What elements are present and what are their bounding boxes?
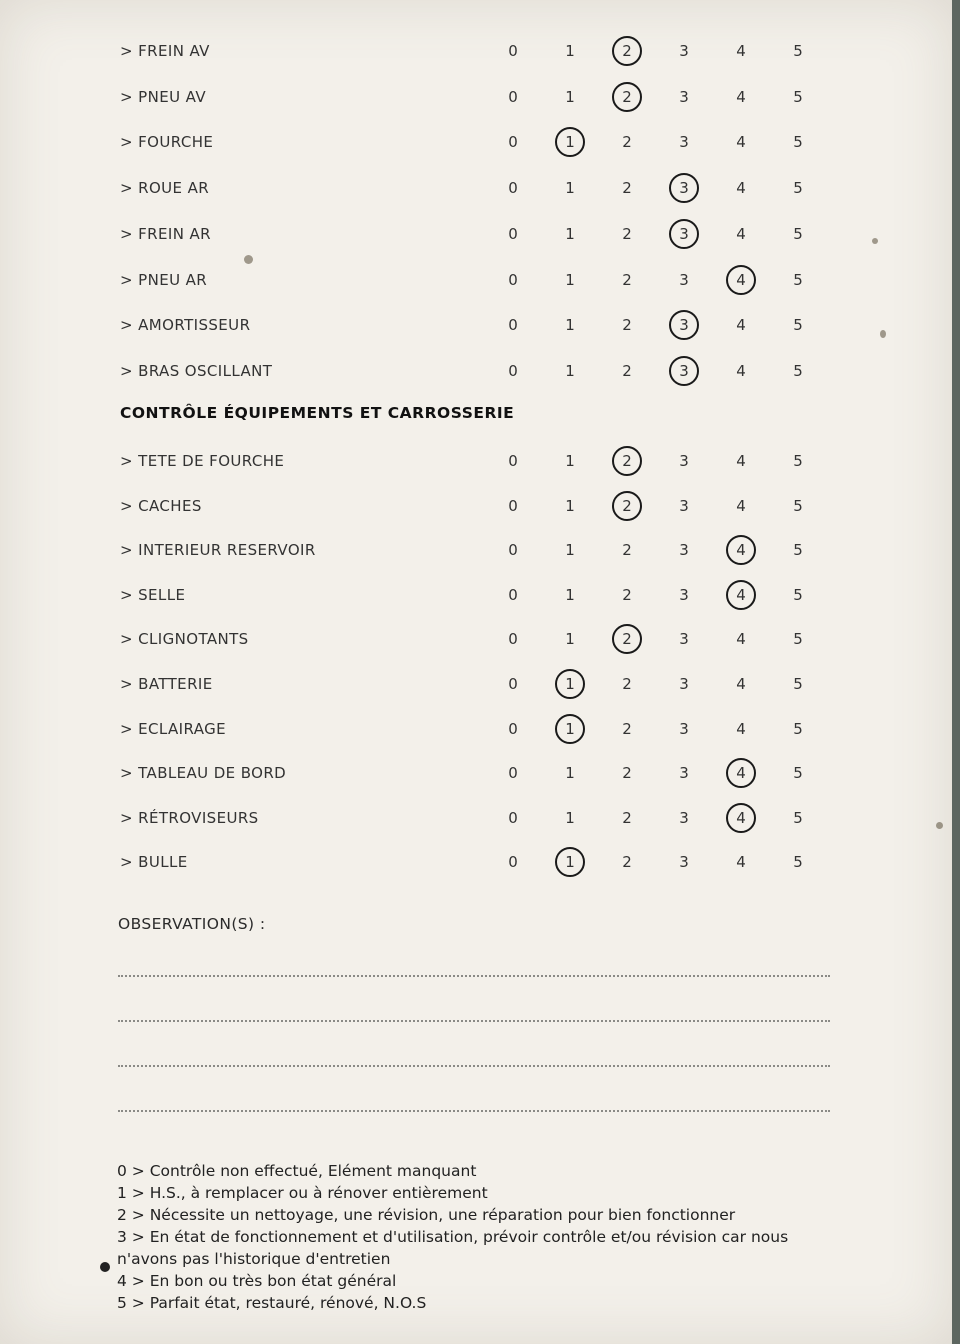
legend-line-3: 3 > En état de fonctionnement et d'utilisation, prévoir contrôle et/ou révision car nous [117,1228,789,1246]
score-option[interactable]: 4 [736,316,746,335]
score-option[interactable]: 0 [508,316,518,335]
score-option[interactable]: 0 [508,179,518,198]
rating-row [120,669,840,699]
score-options [505,219,840,249]
rating-row [120,173,840,203]
score-option-selected[interactable]: 4 [726,580,756,610]
score-option[interactable]: 4 [736,133,746,152]
score-option[interactable]: 2 [622,719,632,738]
legend-line-5: 5 > Parfait état, restauré, rénové, N.O.S [117,1294,427,1312]
score-option-selected[interactable]: 1 [555,847,585,877]
score-option[interactable]: 3 [679,585,689,604]
legend-line-3-cont: n'avons pas l'historique d'entretien [117,1250,391,1268]
score-option[interactable]: 0 [508,496,518,515]
score-option-selected[interactable]: 2 [612,446,642,476]
row-label: > BATTERIE [120,675,213,693]
score-option[interactable]: 2 [622,541,632,560]
score-option[interactable]: 2 [622,361,632,380]
score-option[interactable]: 3 [679,133,689,152]
observation-line[interactable] [118,1020,830,1022]
score-option[interactable]: 1 [565,179,575,198]
score-option[interactable]: 4 [736,87,746,106]
score-option[interactable]: 3 [679,853,689,872]
stain-mark [244,255,253,264]
score-option[interactable]: 5 [793,87,803,106]
rating-row [120,356,840,386]
rating-row [120,847,840,877]
score-option[interactable]: 5 [793,808,803,827]
score-option[interactable]: 2 [622,270,632,289]
observation-line[interactable] [118,1110,830,1112]
row-label: > INTERIEUR RESERVOIR [120,541,316,560]
score-options [505,356,840,386]
score-options [505,173,840,203]
observation-line[interactable] [118,1065,830,1067]
legend-line-1: 1 > H.S., à remplacer ou à rénover entièrement [117,1184,488,1202]
score-option[interactable]: 3 [679,42,689,60]
score-option[interactable]: 5 [793,179,803,198]
observation-line[interactable] [118,975,830,977]
score-option[interactable]: 3 [679,270,689,289]
score-option[interactable]: 1 [565,764,575,783]
score-option[interactable]: 4 [736,853,746,872]
score-option[interactable]: 4 [736,496,746,515]
score-option[interactable]: 3 [679,452,689,470]
score-option[interactable]: 3 [679,496,689,515]
rating-row [120,491,840,521]
score-option[interactable]: 2 [622,764,632,783]
score-options [505,847,840,877]
score-option[interactable]: 3 [679,541,689,560]
score-option-selected[interactable]: 3 [669,310,699,340]
score-option[interactable]: 5 [793,675,803,693]
score-option[interactable]: 2 [622,853,632,872]
score-option[interactable]: 4 [736,452,746,470]
score-options [505,82,840,112]
rating-row [120,127,840,157]
score-option[interactable]: 1 [565,316,575,335]
score-options [505,758,840,788]
score-option[interactable]: 0 [508,853,518,872]
score-option[interactable]: 2 [622,585,632,604]
score-option-selected[interactable]: 1 [555,669,585,699]
score-option[interactable]: 0 [508,42,518,60]
row-label: > BULLE [120,853,188,872]
score-option[interactable]: 5 [793,496,803,515]
score-option-selected[interactable]: 2 [612,36,642,66]
legend-line-0: 0 > Contrôle non effectué, Elément manquant [117,1162,477,1180]
legend-line-4: 4 > En bon ou très bon état général [117,1272,397,1290]
score-option[interactable]: 4 [736,361,746,380]
score-option[interactable]: 0 [508,541,518,560]
score-option[interactable]: 2 [622,316,632,335]
score-option[interactable]: 0 [508,361,518,380]
score-option[interactable]: 4 [736,224,746,243]
row-label: > FOURCHE [120,133,214,152]
row-label: > PNEU AR [120,270,208,289]
score-option[interactable]: 4 [736,42,746,60]
score-option-selected[interactable]: 4 [726,803,756,833]
score-options [505,36,840,66]
row-label: > CACHES [120,496,202,515]
score-option-selected[interactable]: 4 [726,758,756,788]
rating-row [120,446,840,476]
score-option[interactable]: 5 [793,585,803,604]
score-option[interactable]: 4 [736,675,746,693]
score-option[interactable]: 1 [565,270,575,289]
score-option[interactable]: 0 [508,719,518,738]
row-label: > RÉTROVISEURS [120,808,259,827]
score-option[interactable]: 1 [565,808,575,827]
score-option[interactable]: 5 [793,224,803,243]
rating-row [120,265,840,295]
row-label: > ROUE AR [120,179,210,198]
row-label: > AMORTISSEUR [120,316,251,335]
score-option[interactable]: 3 [679,719,689,738]
score-options [505,265,840,295]
score-option[interactable]: 4 [736,179,746,198]
score-option[interactable]: 5 [793,452,803,470]
score-option[interactable]: 1 [565,496,575,515]
rating-row [120,803,840,833]
stain-mark [872,238,878,244]
score-option[interactable]: 2 [622,133,632,152]
row-label: > FREIN AR [120,224,211,243]
row-label: > CLIGNOTANTS [120,630,249,649]
row-label: > ECLAIRAGE [120,719,226,738]
score-option[interactable]: 5 [793,764,803,783]
score-option[interactable]: 1 [565,361,575,380]
rating-row [120,219,840,249]
score-option[interactable]: 1 [565,585,575,604]
score-option-selected[interactable]: 2 [612,491,642,521]
score-option[interactable]: 5 [793,316,803,335]
score-option[interactable]: 0 [508,452,518,470]
score-option[interactable]: 2 [622,808,632,827]
rating-row [120,310,840,340]
rating-row [120,580,840,610]
score-option[interactable]: 0 [508,675,518,693]
score-option[interactable]: 0 [508,270,518,289]
score-option[interactable]: 4 [736,630,746,649]
score-option[interactable]: 5 [793,361,803,380]
score-options [505,446,840,476]
score-options [505,491,840,521]
row-label: > BRAS OSCILLANT [120,361,273,380]
rating-legend [117,1160,817,1314]
score-option[interactable]: 5 [793,133,803,152]
score-option[interactable]: 5 [793,853,803,872]
row-label: > SELLE [120,585,186,604]
score-option[interactable]: 3 [679,764,689,783]
score-option[interactable]: 1 [565,452,575,470]
stain-mark [880,330,886,338]
score-option-selected[interactable]: 2 [612,624,642,654]
score-option-selected[interactable]: 1 [555,714,585,744]
score-options [505,624,840,654]
score-options [505,669,840,699]
score-option[interactable]: 5 [793,42,803,60]
row-label: > PNEU AV [120,87,206,106]
score-option[interactable]: 1 [565,630,575,649]
section-title: CONTRÔLE ÉQUIPEMENTS ET CARROSSERIE [120,404,515,422]
row-label: > TETE DE FOURCHE [120,452,285,470]
rating-row [120,36,840,66]
score-option[interactable]: 2 [622,179,632,198]
score-option-selected[interactable]: 4 [726,265,756,295]
stain-mark [100,1262,110,1272]
stain-mark [936,822,943,829]
score-option[interactable]: 4 [736,719,746,738]
score-option[interactable]: 1 [565,224,575,243]
score-option[interactable]: 0 [508,224,518,243]
score-option[interactable]: 5 [793,270,803,289]
score-option[interactable]: 3 [679,675,689,693]
score-option[interactable]: 5 [793,630,803,649]
rating-row [120,714,840,744]
score-options [505,535,840,565]
score-option[interactable]: 5 [793,719,803,738]
score-option-selected[interactable]: 4 [726,535,756,565]
row-label: > FREIN AV [120,42,210,60]
score-options [505,714,840,744]
rating-row [120,624,840,654]
observations-label: OBSERVATION(S) : [118,915,266,933]
score-option-selected[interactable]: 1 [555,127,585,157]
score-option[interactable]: 1 [565,87,575,106]
score-options [505,580,840,610]
score-option[interactable]: 5 [793,541,803,560]
score-option[interactable]: 3 [679,808,689,827]
score-option[interactable]: 0 [508,808,518,827]
score-option[interactable]: 0 [508,764,518,783]
score-option[interactable]: 0 [508,133,518,152]
score-option[interactable]: 0 [508,630,518,649]
score-option[interactable]: 3 [679,630,689,649]
score-option[interactable]: 1 [565,541,575,560]
score-option[interactable]: 3 [679,87,689,106]
score-options [505,310,840,340]
score-options [505,127,840,157]
rating-row [120,535,840,565]
score-option-selected[interactable]: 2 [612,82,642,112]
rating-row [120,758,840,788]
score-options [505,803,840,833]
rating-row [120,82,840,112]
score-option-selected[interactable]: 3 [669,219,699,249]
score-option-selected[interactable]: 3 [669,356,699,386]
score-option-selected[interactable]: 3 [669,173,699,203]
row-label: > TABLEAU DE BORD [120,764,287,783]
score-option[interactable]: 1 [565,42,575,60]
score-option[interactable]: 0 [508,87,518,106]
score-option[interactable]: 0 [508,585,518,604]
legend-line-2: 2 > Nécessite un nettoyage, une révision, une réparation pour bien fonctionner [117,1206,736,1224]
score-option[interactable]: 2 [622,224,632,243]
score-option[interactable]: 2 [622,675,632,693]
